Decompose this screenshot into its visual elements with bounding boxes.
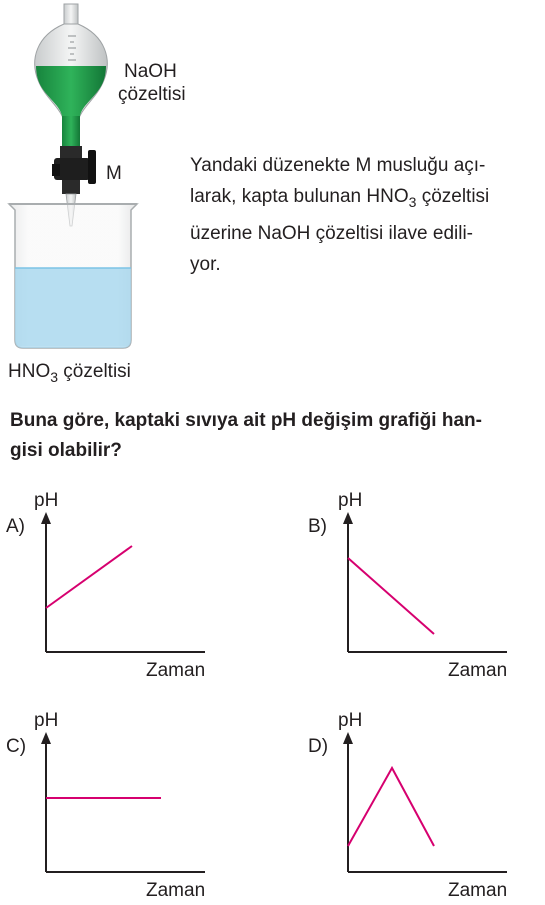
option-b-letter: B) <box>308 516 327 537</box>
stopcock-label: M <box>106 163 122 184</box>
beaker-label-formula: HNO <box>8 361 51 382</box>
beaker-label-text: çözeltisi <box>58 361 131 382</box>
y-axis-arrow <box>41 512 51 524</box>
option-a-ylabel: pH <box>34 490 59 511</box>
option-d-xlabel: Zaman <box>448 880 508 901</box>
description-line2 <box>190 181 530 218</box>
option-c-xlabel: Zaman <box>146 880 206 901</box>
beaker-liquid-front <box>15 268 131 348</box>
description-line4: yor. <box>190 253 221 275</box>
question-text <box>10 406 530 466</box>
option-c[interactable] <box>0 706 250 905</box>
option-d-letter: D) <box>308 736 329 757</box>
option-a-letter: A) <box>6 516 25 537</box>
option-b-xlabel: Zaman <box>448 660 508 681</box>
description-line2-text: larak, kapta bulunan HNO <box>190 186 409 207</box>
option-c-ylabel: pH <box>34 710 59 731</box>
option-b-graph <box>302 486 545 686</box>
stopcock-body <box>60 146 82 160</box>
option-d[interactable] <box>302 706 545 905</box>
y-axis-arrow <box>343 512 353 524</box>
description-line3: üzerine NaOH çözeltisi ilave edili- <box>190 222 473 244</box>
stopcock-handle-left <box>52 164 60 176</box>
beaker-label-subscript: 3 <box>50 368 59 385</box>
question-line2: gisi olabilir? <box>10 440 122 461</box>
description-paragraph <box>190 150 530 280</box>
description-line2-subscript: 3 <box>408 193 417 210</box>
stopcock-lower <box>62 180 80 194</box>
option-d-ylabel: pH <box>338 710 363 731</box>
funnel-label-line2: çözeltisi <box>118 84 186 105</box>
funnel-neck <box>64 4 78 26</box>
titration-apparatus <box>0 0 200 390</box>
ph-line <box>46 546 132 608</box>
funnel-stem <box>62 116 80 146</box>
funnel-label <box>118 60 186 106</box>
beaker-label <box>8 360 131 389</box>
description-line1: Yandaki düzenekte M musluğu açı- <box>190 155 486 176</box>
option-a-graph <box>0 486 250 686</box>
option-b-ylabel: pH <box>338 490 363 511</box>
y-axis-arrow <box>343 732 353 744</box>
question-line1: Buna göre, kaptaki sıvıya ait pH değişim grafiği han- <box>10 410 482 431</box>
option-a-xlabel: Zaman <box>146 660 206 681</box>
option-c-letter: C) <box>6 736 27 757</box>
y-axis-arrow <box>41 732 51 744</box>
ph-line <box>348 558 434 634</box>
funnel-label-line1: NaOH <box>124 61 177 82</box>
option-d-graph <box>302 706 545 905</box>
option-b[interactable] <box>302 486 545 686</box>
stopcock-handle-right <box>88 150 96 184</box>
option-c-graph <box>0 706 250 905</box>
ph-line <box>348 768 434 846</box>
description-line2-post: çözeltisi <box>416 186 490 207</box>
option-a[interactable] <box>0 486 250 686</box>
